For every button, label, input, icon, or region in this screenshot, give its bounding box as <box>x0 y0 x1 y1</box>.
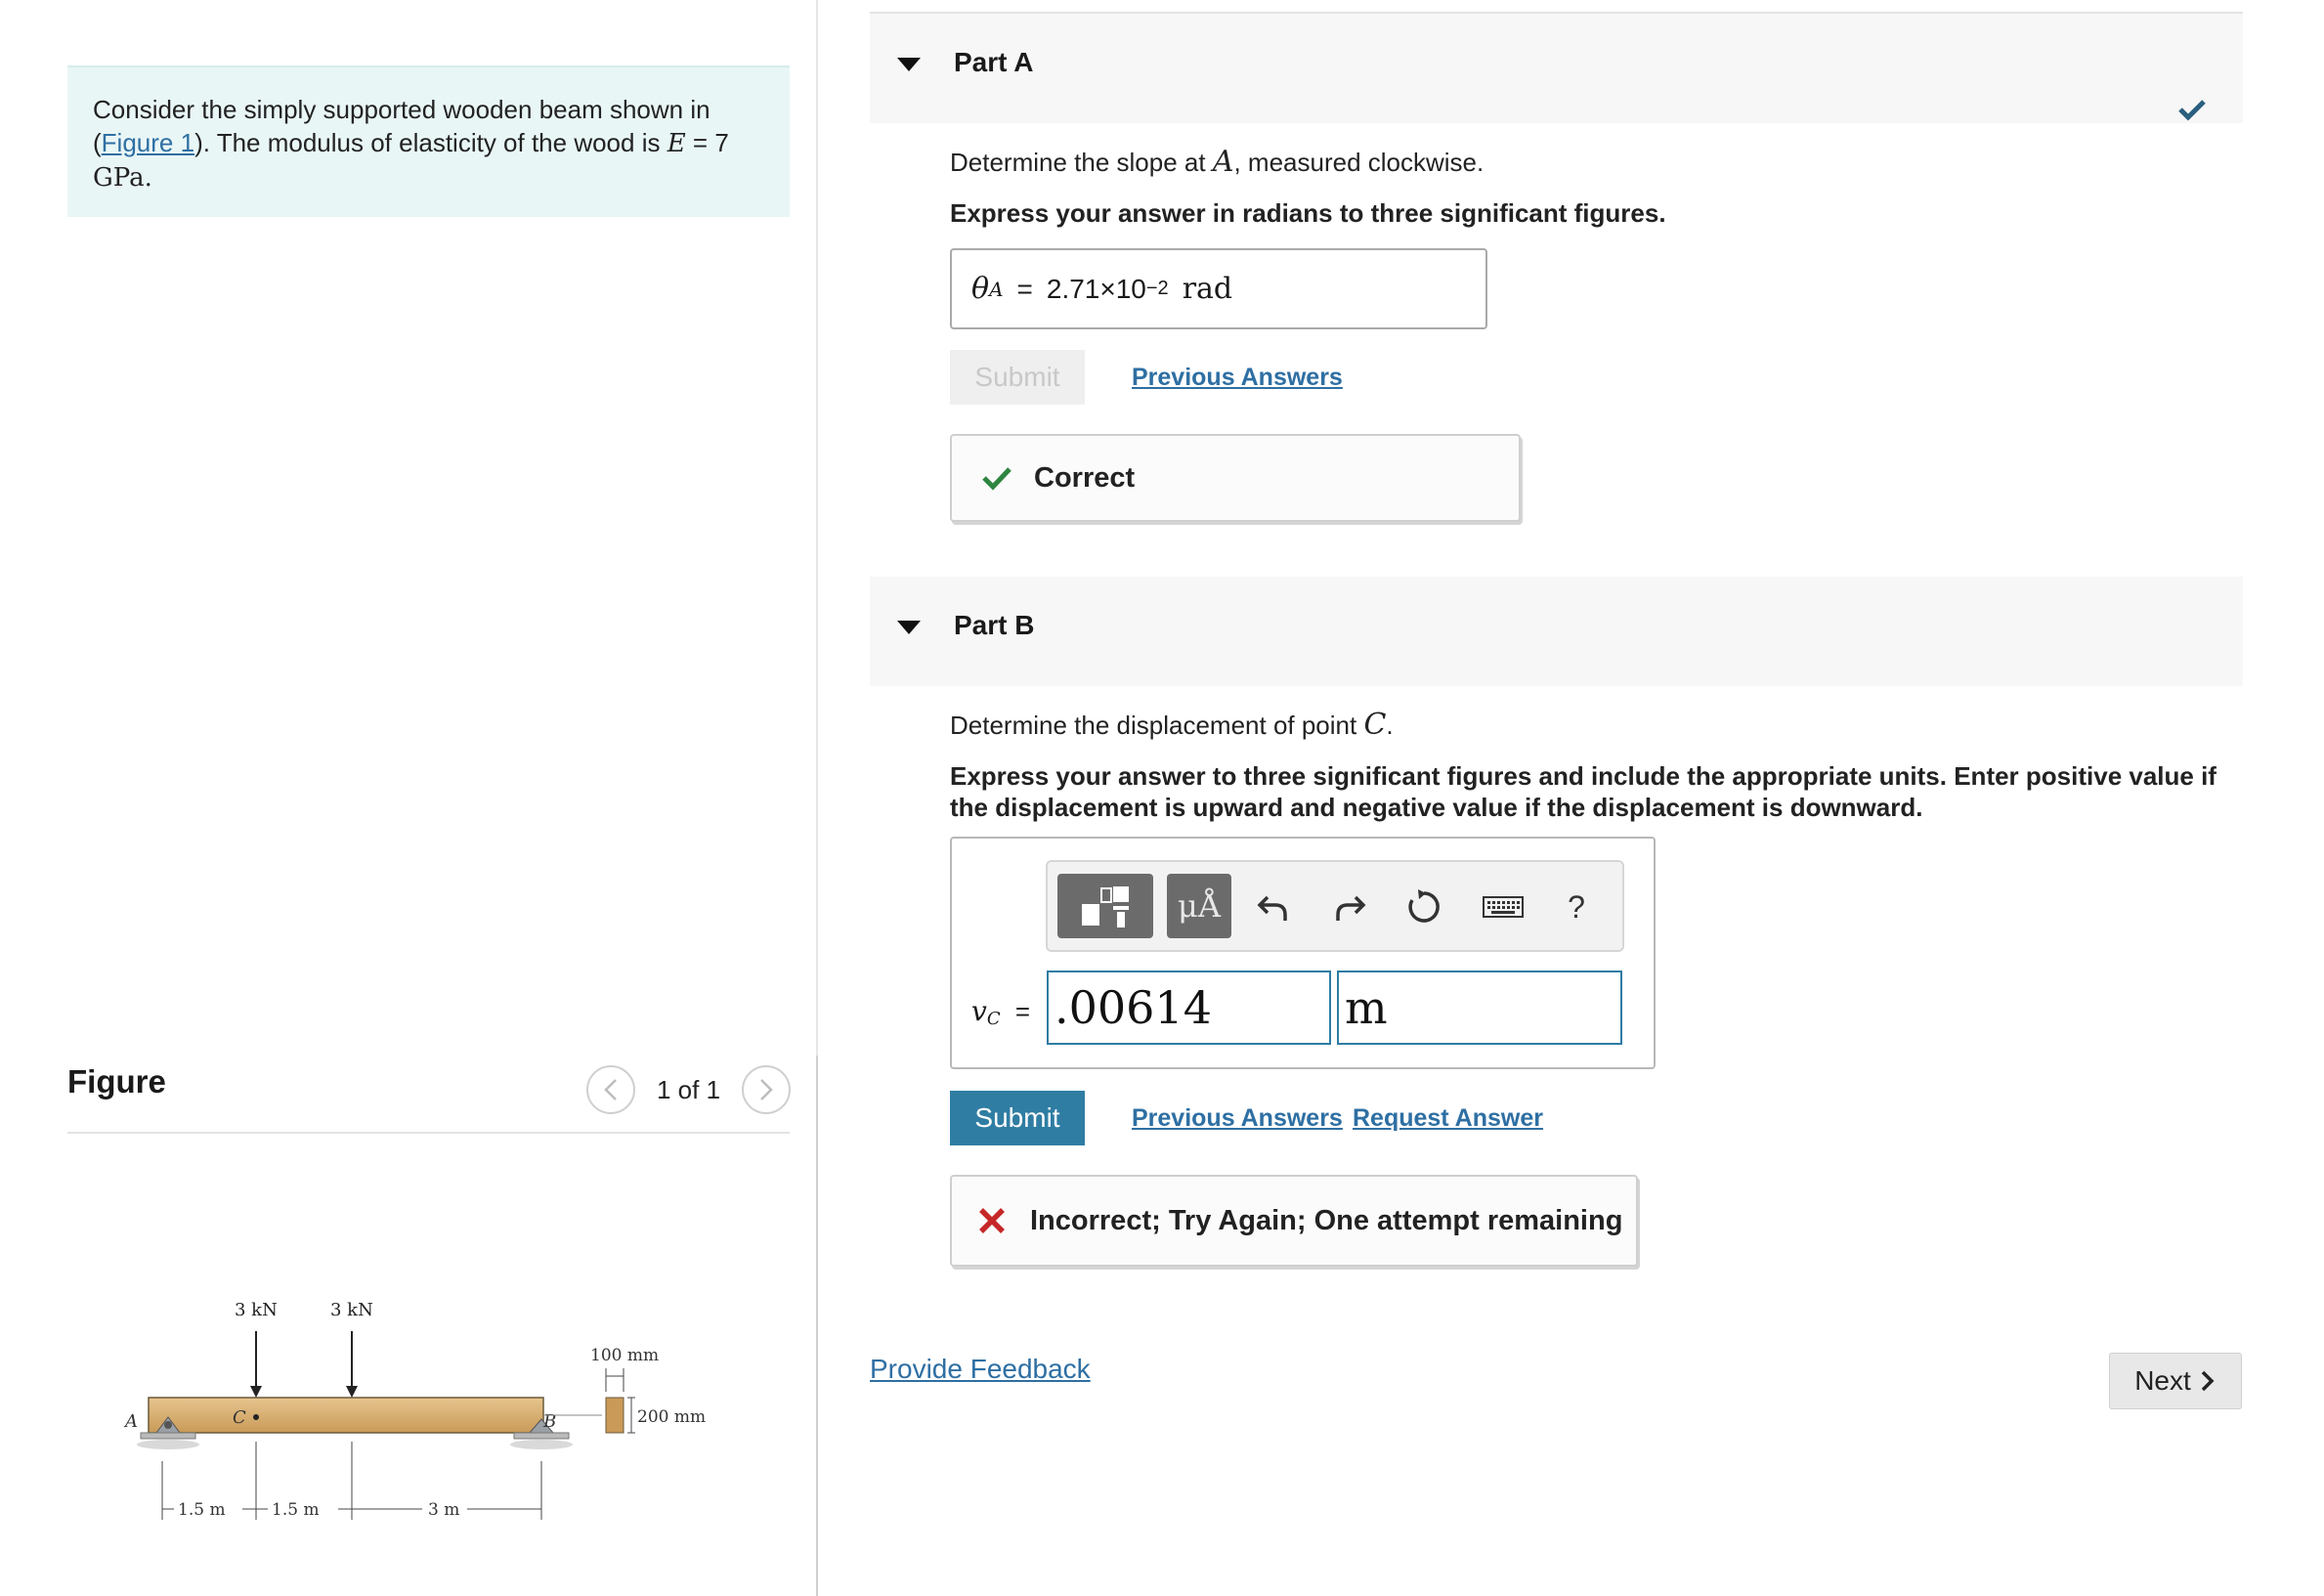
part-a-feedback-text: Correct <box>1034 461 1136 494</box>
part-a-question-symbol: A <box>1212 145 1234 179</box>
point-label-b: B <box>543 1411 557 1432</box>
modulus-symbol: E <box>667 129 686 158</box>
part-b-instruction: Express your answer to three significant figures and include the appropriate units. Enter positive value if the displacement is upward and negative value if the displacement is downward. <box>950 761 2216 822</box>
request-answer-link[interactable]: Request Answer <box>1353 1104 1543 1132</box>
height-label: 200 mm <box>637 1407 707 1427</box>
problem-panel <box>0 0 817 1596</box>
part-b-feedback-text: Incorrect; Try Again; One attempt remaining <box>1030 1204 1623 1236</box>
check-icon <box>2177 98 2207 121</box>
point-label-a: A <box>125 1411 138 1432</box>
collapse-triangle-icon[interactable] <box>897 621 921 634</box>
provide-feedback-link[interactable]: Provide Feedback <box>870 1354 1091 1384</box>
cross-section <box>543 1368 635 1433</box>
part-b-label: Part B <box>954 610 1035 640</box>
redo-icon[interactable] <box>1325 880 1374 934</box>
dim-label-2: 1.5 m <box>272 1500 320 1520</box>
part-a-question <box>950 145 1484 179</box>
beam-diagram <box>108 1271 753 1544</box>
vc-equals: = <box>1014 997 1031 1026</box>
load-label-1: 3 kN <box>235 1300 278 1320</box>
help-button[interactable]: ? <box>1568 888 1585 925</box>
dim-label-1: 1.5 m <box>178 1500 226 1520</box>
modulus-unit: GPa. <box>93 163 152 193</box>
load-arrow-1 <box>250 1331 262 1398</box>
part-a-previous-answers-link[interactable]: Previous Answers <box>1132 364 1343 391</box>
load-label-2: 3 kN <box>330 1300 373 1320</box>
problem-statement <box>67 65 790 217</box>
editor-toolbar <box>1046 860 1624 952</box>
part-a-unit: rad <box>1182 272 1233 306</box>
next-button[interactable] <box>2109 1353 2242 1409</box>
part-a-label: Part A <box>954 47 1034 77</box>
template-icon[interactable] <box>1057 874 1153 938</box>
figure-title: Figure <box>67 1063 166 1100</box>
part-b-question <box>950 708 1394 742</box>
part-a-header[interactable] <box>870 14 2243 123</box>
part-a-mantissa: 2.71×10 <box>1046 273 1146 304</box>
part-b-question-symbol: C <box>1363 708 1387 742</box>
correct-check-icon <box>981 465 1012 491</box>
part-a-answer <box>950 248 1487 329</box>
vc-subscript: C <box>986 1009 1001 1029</box>
panel-divider-top <box>816 0 818 1056</box>
vc-label <box>971 995 1030 1029</box>
figure-navigation <box>586 1065 791 1114</box>
part-a-question-text: Determine the slope at <box>950 148 1213 177</box>
intro-text-2: ). The modulus of elasticity of the wood is <box>194 128 667 157</box>
chevron-right-icon <box>2199 1369 2216 1393</box>
dim-label-3: 3 m <box>428 1500 460 1520</box>
point-c-marker <box>253 1414 259 1420</box>
part-b-header[interactable] <box>870 577 2243 686</box>
part-a-instruction: Express your answer in radians to three significant figures. <box>950 198 1666 228</box>
load-arrow-2 <box>346 1331 358 1398</box>
answer-editor <box>950 837 1656 1069</box>
chevron-left-icon[interactable] <box>586 1065 635 1114</box>
theta-symbol: θ <box>971 272 990 306</box>
chevron-right-icon[interactable] <box>742 1065 791 1114</box>
figure-counter: 1 of 1 <box>657 1074 721 1104</box>
point-label-c: C <box>233 1407 246 1428</box>
modulus-value: = 7 <box>685 128 729 157</box>
part-a-question-end: , measured clockwise. <box>1233 148 1485 177</box>
part-b-question-end: . <box>1386 711 1394 740</box>
next-label: Next <box>2134 1365 2191 1396</box>
part-b-question-text: Determine the displacement of point <box>950 711 1364 740</box>
theta-subscript: A <box>989 277 1004 301</box>
intro-text-1: Consider the simply supported wooden beam shown in ( <box>93 95 710 157</box>
x-icon <box>977 1206 1007 1235</box>
units-button[interactable]: μÅ <box>1167 874 1231 938</box>
part-a-equals: = <box>1016 273 1033 304</box>
collapse-triangle-icon[interactable] <box>897 58 921 71</box>
part-b-submit-button[interactable]: Submit <box>950 1091 1085 1145</box>
undo-icon[interactable] <box>1249 880 1298 934</box>
width-label: 100 mm <box>590 1346 660 1365</box>
vc-symbol: v <box>971 995 987 1027</box>
unit-input[interactable]: m <box>1337 971 1622 1045</box>
panel-divider[interactable] <box>816 1056 818 1596</box>
beam <box>149 1398 543 1433</box>
part-a-submit-button[interactable]: Submit <box>950 350 1085 405</box>
keyboard-icon[interactable] <box>1474 880 1532 934</box>
reset-icon[interactable] <box>1399 880 1448 934</box>
figure-link[interactable]: Figure 1 <box>101 128 195 157</box>
part-b-previous-answers-link[interactable]: Previous Answers <box>1132 1104 1343 1132</box>
part-a-feedback <box>950 434 1521 522</box>
part-a-exponent: −2 <box>1145 278 1169 299</box>
value-input[interactable]: .00614 <box>1047 971 1331 1045</box>
figure-divider <box>67 1132 790 1134</box>
part-b-feedback <box>950 1175 1638 1267</box>
